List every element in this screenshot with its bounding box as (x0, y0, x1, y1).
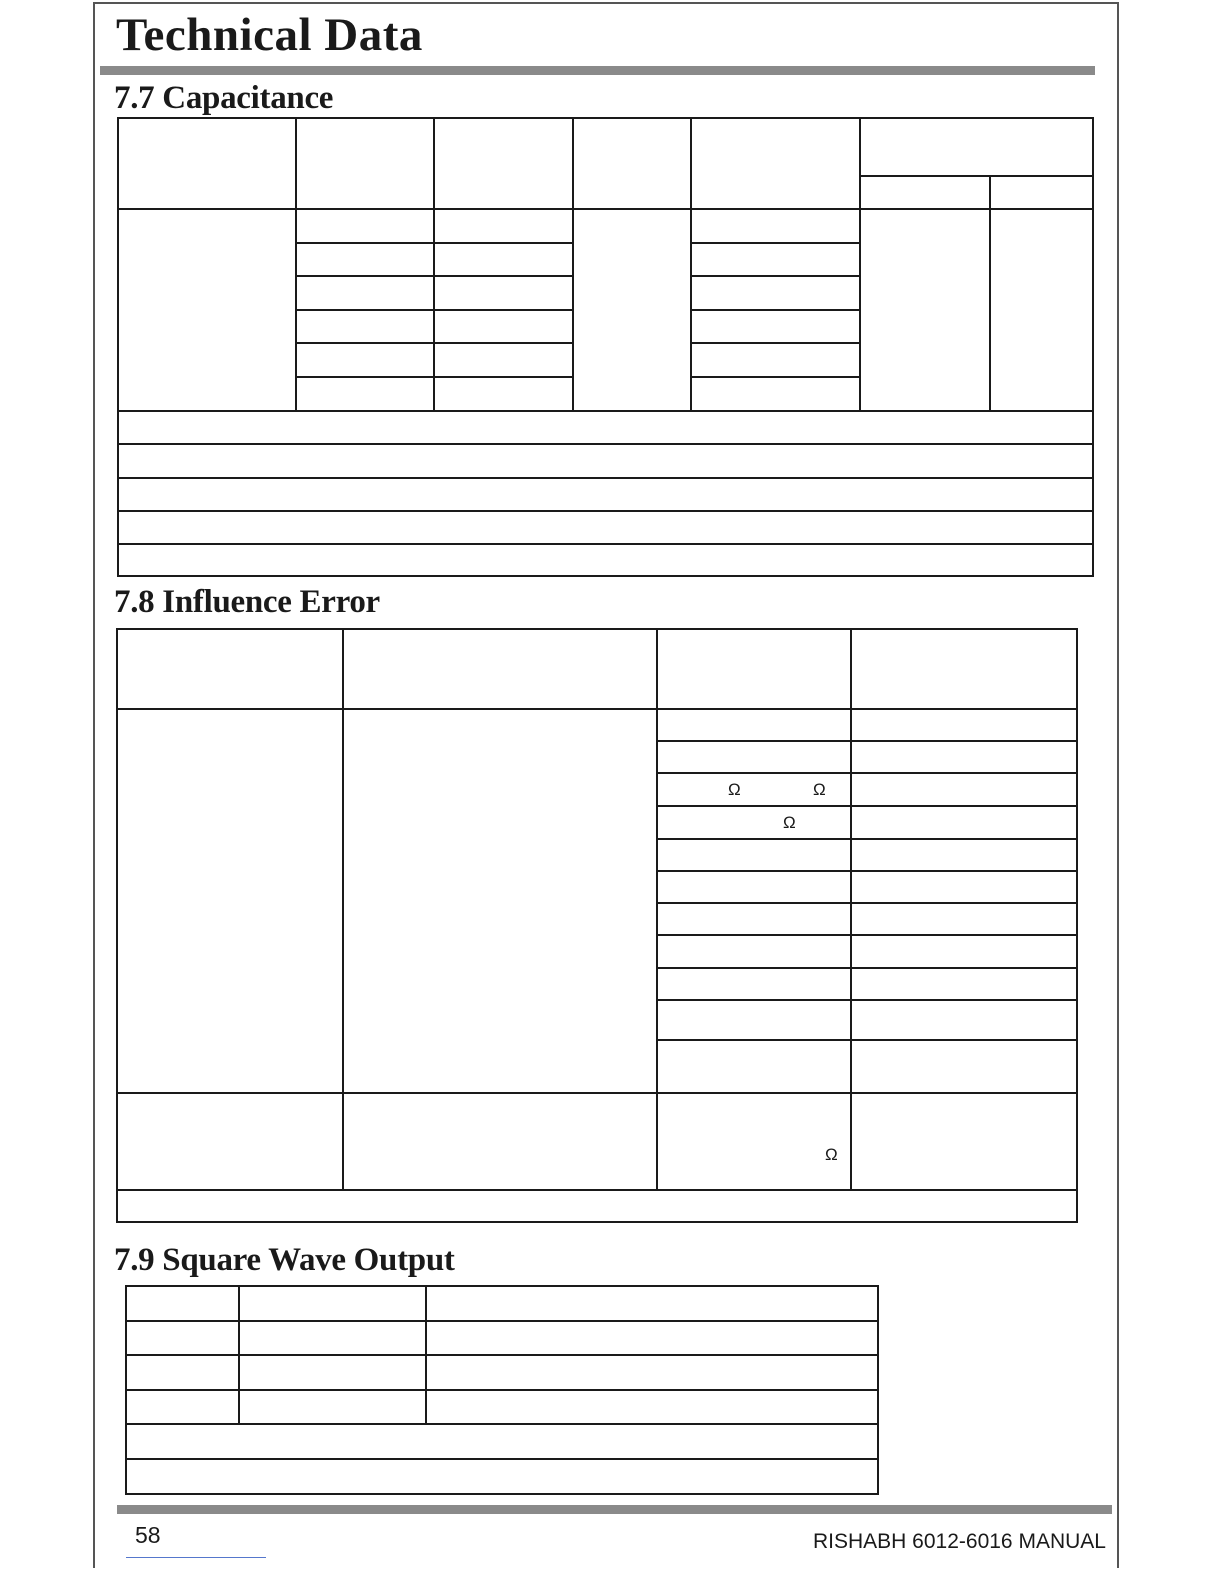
table-line (116, 628, 118, 1223)
omega-symbol: Ω (813, 780, 826, 799)
table-line (656, 838, 1078, 840)
table-line (116, 1092, 1078, 1094)
table-line (117, 543, 1094, 545)
footer-divider (117, 1505, 1112, 1514)
table-line (656, 999, 1078, 1001)
table-line (125, 1493, 879, 1495)
table-line (656, 902, 1078, 904)
title-divider (100, 66, 1095, 75)
table-line (125, 1320, 879, 1322)
omega-symbol: Ω (783, 813, 796, 832)
table-line (656, 740, 1078, 742)
table-line (989, 175, 991, 411)
table-line (656, 628, 658, 1190)
table-line (690, 275, 860, 277)
influence-error-heading: 7.8 Influence Error (114, 584, 380, 620)
page-number-underline (126, 1557, 266, 1558)
table-line (117, 575, 1094, 577)
table-line (295, 275, 573, 277)
page-frame-top (93, 2, 1119, 4)
table-line (1076, 628, 1078, 1223)
table-line (433, 117, 435, 411)
table-line (117, 443, 1094, 445)
table-line (690, 342, 860, 344)
table-line (295, 309, 573, 311)
table-line (117, 208, 1094, 210)
page-frame-right (1117, 2, 1119, 1568)
table-line (690, 309, 860, 311)
table-line (656, 934, 1078, 936)
table-line (859, 117, 861, 411)
table-line (295, 376, 573, 378)
omega-symbol: Ω (825, 1145, 838, 1164)
square-wave-heading: 7.9 Square Wave Output (114, 1242, 455, 1278)
table-line (690, 117, 692, 411)
table-line (116, 1221, 1078, 1223)
table-line (1092, 117, 1094, 577)
table-line (656, 967, 1078, 969)
table-line (656, 1039, 1078, 1041)
table-line (690, 376, 860, 378)
table-line (116, 628, 1078, 630)
manual-name: RISHABH 6012-6016 MANUAL (813, 1530, 1106, 1553)
page-number: 58 (135, 1522, 161, 1548)
table-line (125, 1354, 879, 1356)
table-line (116, 1189, 1078, 1191)
table-line (690, 242, 860, 244)
table-line (860, 175, 1094, 177)
page-frame-left (93, 2, 95, 1568)
table-line (116, 708, 1078, 710)
page-title: Technical Data (116, 9, 423, 61)
table-line (342, 628, 344, 1190)
table-line (117, 410, 1094, 412)
omega-symbol: Ω (728, 780, 741, 799)
table-line (295, 342, 573, 344)
table-line (572, 117, 574, 411)
table-line (295, 242, 573, 244)
capacitance-heading: 7.7 Capacitance (114, 80, 334, 116)
table-line (850, 628, 852, 1190)
table-line (117, 117, 119, 577)
table-line (656, 772, 1078, 774)
table-line (117, 510, 1094, 512)
table-line (117, 117, 1094, 119)
table-line (125, 1423, 879, 1425)
table-line (295, 117, 297, 411)
table-line (125, 1389, 879, 1391)
table-line (656, 870, 1078, 872)
table-line (117, 477, 1094, 479)
table-line (656, 805, 1078, 807)
table-line (125, 1458, 879, 1460)
